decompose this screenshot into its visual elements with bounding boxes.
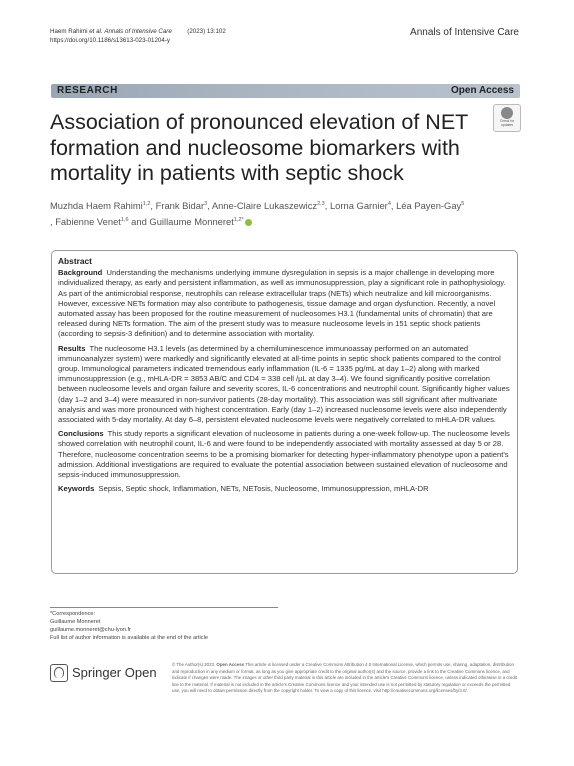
background-label: Background [58,268,103,278]
citation-header [50,27,226,45]
correspondence-block [50,610,208,642]
author-name: , Lorna Garnier [324,200,388,212]
affiliation-ref: 2,3 [317,201,325,207]
abstract-results [58,344,511,426]
author-name: , Fabienne Venet [50,216,121,228]
author-name: and Guillaume Monneret [128,216,234,228]
abstract-conclusions [58,429,511,480]
correspondence-name: Guillaume Monneret [50,619,101,625]
footnote-divider [50,607,278,608]
affiliation-ref: 5 [461,201,465,207]
results-text: The nucleosome H3.1 levels (as determined by a chemiluminescence immunoassay performed on an automated immunoanalyzer system) were markedly and significantly elevated at all-time points in septic shock patients compared to the control group. Immunological parameters indicated tremendous early inflammation (IL-6 = 1335 pg/mL at day 1–2) along with marked immunosuppression (e.g., mHLA-DR = 3853 AB/C and CD4 = 338 cell /µL at day 3–4). We found significantly positive correlation between nucleosome levels and organ failure and severity scores, IL-6 concentrations and neutrophil count. Significantly higher values (day 1–2 and 3–4) were measured in non-survivor patients (28-day mortality). This association was still significant after multivariate analysis and was more pronounced with highest concentration. Early (day 1–2) increased nucleosome levels were also independently associated with 5-day mortality. At day 6–8, persistent elevated nucleosome levels were negatively correlated to mHLA-DR values. [58,343,510,425]
affiliation-ref: 4 [387,201,391,207]
header-journal: Annals of Intensive Care [104,28,172,35]
background-text: Understanding the mechanisms underlying immune dysregulation in sepsis is a major challenge in developing more individualized therapy, as early and persistent inflammation, as well as immunosuppression, play a significant role in pathophysiology. As part of the antimicrobial response, neutrophils can release extracellular traps (NETs) which neutralize and kill microorganisms. However, excessive NETs formation may also contribute to pathogenesis, tissue damage and organ dysfunction. Recently, a novel automated assay has been proposed for the routine measurement of nucleosomes H3.1 (fundamental units of chromatin) that are released during NETs formation. The aim of the present study was to measure nucleosome levels in 151 septic shock patients (according to sepsis-3 definition) and to determine association with mortality. [58,268,506,339]
conclusions-label: Conclusions [58,429,104,439]
author-name: , Léa Payen‑Gay [390,200,462,212]
copyright-line: © The Author(s) 2023. [172,662,216,667]
affiliation-ref: 1,2* [233,217,244,224]
abstract-heading: Abstract [58,256,92,266]
section-bar [51,84,520,98]
correspondence-email[interactable]: guillaume.monneret@chu-lyon.fr [50,627,131,633]
keywords-text: Sepsis, Septic shock, Inflammation, NETs, NETosis, Nucleosome, Immunosuppression, mHLA-DR [98,484,429,494]
correspondence-label: *Correspondence: [50,611,96,617]
springer-horse-icon [50,664,68,682]
keywords-label: Keywords [58,484,95,494]
journal-name: Annals of Intensive Care [410,27,519,38]
abstract-keywords [58,484,511,494]
open-access-label: Open Access [451,85,514,96]
doi-link[interactable]: https://doi.org/10.1186/s13613-023-01204-y [50,37,170,44]
header-year-volume: (2023) 13:102 [187,28,226,35]
abstract-box [51,250,518,574]
publisher-logo [50,664,165,684]
author-name: , Frank Bidar [150,200,205,212]
check-updates-line1: Check for [499,119,515,123]
affiliation-ref: 3 [204,201,208,207]
check-updates-line2: updates [500,123,514,127]
header-authors: Haem Rahimi [50,28,90,35]
author-info-note: Full list of author information is available at the end of the article [50,635,208,641]
header-etal: et al. [89,28,103,35]
license-text [172,662,518,695]
check-updates-icon [501,107,513,119]
orcid-icon[interactable] [245,219,252,226]
publisher-name: Springer Open [72,665,157,680]
section-label: RESEARCH [57,85,118,96]
affiliation-ref: 1,6 [120,217,129,224]
results-label: Results [58,343,86,353]
author-name: , Anne‑Claire Lukaszewicz [207,200,318,212]
affiliation-ref: 1,2 [142,201,151,207]
license-open-access: Open Access [216,662,245,667]
article-title: Association of pronounced elevation of NET formation and nucleosome biomarkers with mortality in patients with septic shock [50,110,468,185]
abstract-background [58,268,511,339]
license-body: This article is licensed under a Creative Commons Attribution 4.0 International License, which permits use, sharing, adaptation, distribution and reproduction in any medium or format, as long as you give appropriate credit to the original author(s) and the source, provide a link to the Creative Commons licence, and indicate if changes were made. The images or other third party material in this article are included in the article's Creative Commons licence, unless indicated otherwise in a credit line to the material. If material is not included in the article's Creative Commons licence and your intended use is not permitted by statutory regulation or exceeds the permitted use, you will need to obtain permission directly from the copyright holder. To view a copy of this licence, visit http://creativecommons.org/licenses/by/4.0/. [172,662,518,694]
author-list [50,197,500,229]
conclusions-text: This study reports a significant elevation of nucleosome in patients during a one-week follow-up. The nucleosome levels showed correlation with neutrophil count, IL-6 and were found to be independently associated with mortality assessed at day 5 or 28. Therefore, nucleosome concentration seems to be a promising biomarker for detecting hyper-inflammatory phenotype upon a patient's admission. Additional investigations are required to evaluate the potential association between sustained elevation of nucleosome and sepsis-induced immunosuppression. [58,429,510,480]
author-name: Muzhda Haem Rahimi [50,200,143,212]
